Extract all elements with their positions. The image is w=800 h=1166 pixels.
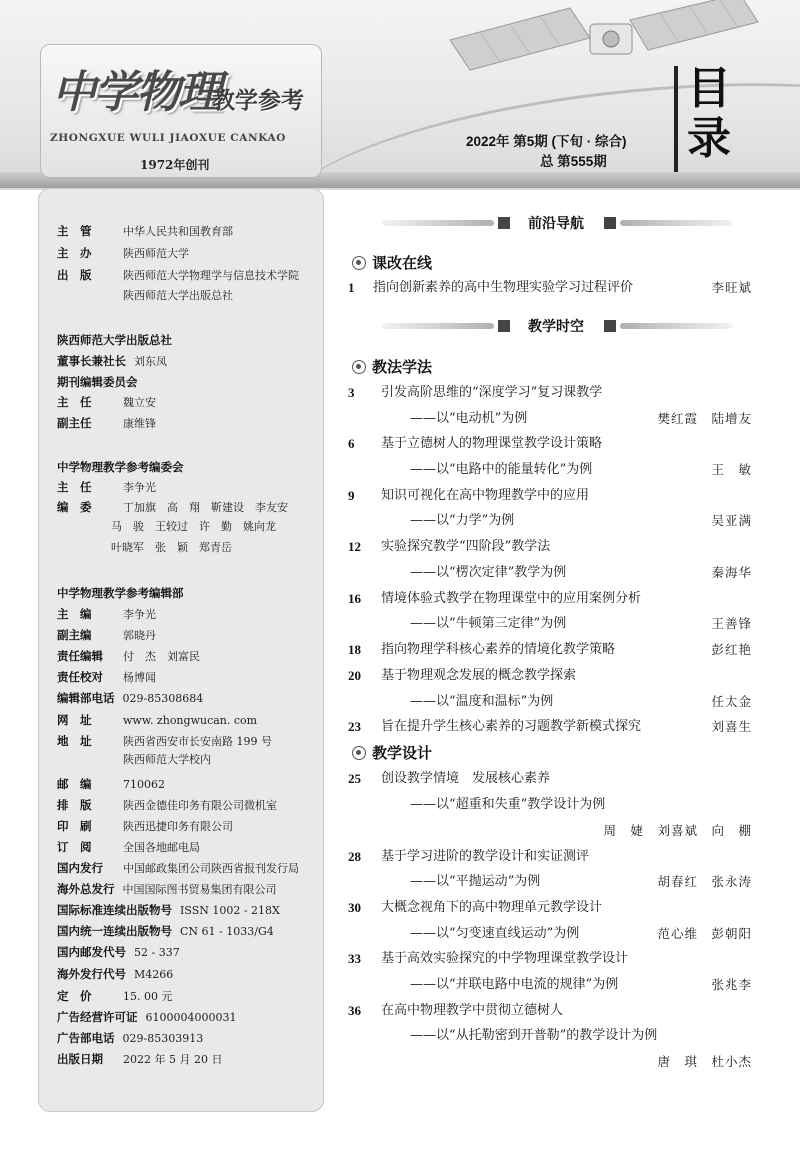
info-row: 副主任 康维锋 bbox=[57, 416, 156, 430]
toc-article-subtitle: ——以“超重和失重”教学设计为例 bbox=[410, 797, 606, 812]
toc-page-number: 30 bbox=[348, 900, 361, 915]
info-row: 出 版 陕西师范大学物理学与信息技术学院 bbox=[57, 268, 299, 282]
journal-pinyin: ZHONGXUE WULI JIAOXUE CANKAO bbox=[50, 132, 287, 144]
address-continuation: 陕西师范大学校内 bbox=[123, 753, 211, 766]
info-row: 海外发行代号 M4266 bbox=[57, 967, 174, 981]
toc-author: 张兆李 bbox=[711, 977, 752, 992]
toc-author: 刘喜生 bbox=[711, 719, 752, 734]
info-row: 责任编辑 付 杰 刘富民 bbox=[57, 649, 200, 663]
toc-author: 樊红霞 陆增友 bbox=[657, 411, 752, 426]
toc-author: 周 婕 刘喜斌 向 棚 bbox=[603, 823, 752, 838]
toc-article-subtitle: ——以“平抛运动”为例 bbox=[410, 874, 541, 889]
toc-article-subtitle: ——以“牛顿第三定律”为例 bbox=[410, 616, 567, 631]
toc-author: 王 敏 bbox=[711, 462, 752, 477]
info-row: 编 委 丁加旗 高 翔 靳建设 李友安 bbox=[57, 500, 288, 514]
toc-article-subtitle: ——以“电路中的能量转化”为例 bbox=[410, 462, 593, 477]
toc-article-subtitle: ——以“楞次定律”教学为例 bbox=[410, 565, 567, 580]
banner-square bbox=[498, 217, 510, 229]
committee-heading: 中学物理教学参考编委会 bbox=[57, 460, 184, 474]
toc-page-number: 1 bbox=[348, 280, 355, 295]
journal-logo: 中学物理 bbox=[52, 67, 220, 118]
section-banner bbox=[352, 316, 732, 338]
toc-page-number: 9 bbox=[348, 488, 355, 503]
board-heading: 期刊编辑委员会 bbox=[57, 375, 138, 389]
toc-article-title[interactable]: 基于物理观念发展的概念教学探索 bbox=[381, 668, 577, 683]
toc-author: 胡春红 张永涛 bbox=[657, 874, 752, 889]
info-row: 副主编 郭晓丹 bbox=[57, 628, 156, 642]
info-row: 主 编 李争光 bbox=[57, 607, 156, 621]
issue-number: 2022年 第5期 (下旬 · 综合) bbox=[466, 134, 627, 149]
toc-article-title[interactable]: 实验探究教学“四阶段”教学法 bbox=[381, 539, 551, 554]
info-row: 国内邮发代号 52 - 337 bbox=[57, 945, 180, 959]
toc-article-subtitle: ——以“温度和温标”为例 bbox=[410, 694, 554, 709]
toc-article-title[interactable]: 在高中物理教学中贯彻立德树人 bbox=[381, 1003, 564, 1018]
founded-year: 1972年创刊 bbox=[140, 158, 210, 172]
info-row: 邮 编 710062 bbox=[57, 777, 165, 791]
toc-author: 彭红艳 bbox=[711, 642, 752, 657]
toc-author: 唐 琪 杜小杰 bbox=[657, 1054, 752, 1069]
toc-page-number: 28 bbox=[348, 849, 361, 864]
info-row: 国内发行 中国邮政集团公司陕西省报刊发行局 bbox=[57, 861, 299, 875]
toc-article-subtitle: ——以“并联电路中电流的规律”为例 bbox=[410, 977, 619, 992]
banner-rule-right bbox=[620, 323, 732, 329]
info-row: 国际标准连续出版物号 ISSN 1002 - 218X bbox=[57, 903, 280, 917]
journal-logo-subtitle: 教学参考 bbox=[212, 88, 304, 114]
toc-author: 范心维 彭朝阳 bbox=[657, 926, 752, 941]
total-issue-number: 总 第555期 bbox=[540, 154, 607, 169]
toc-page-number: 3 bbox=[348, 385, 355, 400]
toc-title: 目录 bbox=[687, 63, 731, 164]
info-row: 地 址 陕西省西安市长安南路 199 号 bbox=[57, 734, 272, 748]
section-heading: 课改在线 bbox=[352, 253, 432, 273]
publisher-continuation: 陕西师范大学出版总社 bbox=[123, 289, 233, 302]
banner-square bbox=[604, 217, 616, 229]
bullet-circle-icon bbox=[352, 360, 366, 374]
toc-article-title[interactable]: 指向物理学科核心素养的情境化教学策略 bbox=[381, 642, 616, 657]
toc-author: 王善锋 bbox=[711, 616, 752, 631]
info-row: 订 阅 全国各地邮电局 bbox=[57, 840, 200, 854]
toc-article-title[interactable]: 基于立德树人的物理课堂教学设计策略 bbox=[381, 436, 603, 451]
toc-page-number: 25 bbox=[348, 771, 361, 786]
committee-members-line: 马 骏 王较过 许 勤 姚向龙 bbox=[111, 520, 276, 533]
info-row: 排 版 陕西金德佳印务有限公司微机室 bbox=[57, 798, 277, 812]
toc-article-subtitle: ——以“电动机”为例 bbox=[410, 411, 528, 426]
toc-author: 李旺斌 bbox=[711, 280, 752, 295]
toc-article-title[interactable]: 旨在提升学生核心素养的习题教学新模式探究 bbox=[381, 719, 642, 734]
section-banner bbox=[352, 213, 732, 235]
toc-article-title[interactable]: 知识可视化在高中物理教学中的应用 bbox=[381, 488, 590, 503]
toc-article-title[interactable]: 情境体验式教学在物理课堂中的应用案例分析 bbox=[381, 591, 642, 606]
toc-title-rule bbox=[674, 66, 678, 172]
toc-page-number: 16 bbox=[348, 591, 361, 606]
info-row: 广告部电话 029-85303913 bbox=[57, 1031, 204, 1045]
info-row: 董事长兼社长 刘东凤 bbox=[57, 354, 167, 368]
toc-page-number: 12 bbox=[348, 539, 361, 554]
editorial-heading: 中学物理教学参考编辑部 bbox=[57, 586, 184, 600]
toc-article-title[interactable]: 指向创新素养的高中生物理实验学习过程评价 bbox=[373, 280, 634, 295]
toc-article-subtitle: ——以“匀变速直线运动”为例 bbox=[410, 926, 580, 941]
committee-members-line: 叶晓军 张 颖 郑青岳 bbox=[111, 541, 232, 554]
toc-author: 吴亚满 bbox=[711, 513, 752, 528]
info-row: 主 管 中华人民共和国教育部 bbox=[57, 224, 233, 238]
press-heading: 陕西师范大学出版总社 bbox=[57, 333, 172, 347]
banner-title: 前沿导航 bbox=[528, 216, 584, 232]
toc-page-number: 20 bbox=[348, 668, 361, 683]
info-row: 海外总发行 中国国际图书贸易集团有限公司 bbox=[57, 882, 277, 896]
banner-title: 教学时空 bbox=[528, 319, 584, 335]
banner-square bbox=[604, 320, 616, 332]
banner-rule-right bbox=[620, 220, 732, 226]
toc-article-title[interactable]: 引发高阶思维的“深度学习”复习课教学 bbox=[381, 385, 603, 400]
section-heading: 教学设计 bbox=[352, 743, 432, 763]
info-row: 主 办 陕西师范大学 bbox=[57, 246, 189, 260]
bullet-circle-icon bbox=[352, 256, 366, 270]
info-row: 编辑部电话 029-85308684 bbox=[57, 691, 204, 705]
banner-rule-left bbox=[382, 323, 494, 329]
section-heading: 教法学法 bbox=[352, 357, 432, 377]
info-row: 国内统一连续出版物号 CN 61 - 1033/G4 bbox=[57, 924, 274, 938]
toc-article-title[interactable]: 基于学习进阶的教学设计和实证测评 bbox=[381, 849, 590, 864]
toc-author: 任太金 bbox=[711, 694, 752, 709]
toc-author: 秦海华 bbox=[711, 565, 752, 580]
info-row: 网 址 www. zhongwucan. com bbox=[57, 713, 258, 727]
toc-page-number: 6 bbox=[348, 436, 355, 451]
info-row: 主 任 魏立安 bbox=[57, 395, 156, 409]
toc-article-subtitle: ——以“从托勒密到开普勒”的教学设计为例 bbox=[410, 1028, 658, 1043]
info-row: 主 任 李争光 bbox=[57, 480, 156, 494]
bullet-circle-icon bbox=[352, 746, 366, 760]
info-row: 出版日期 2022 年 5 月 20 日 bbox=[57, 1052, 223, 1066]
toc-article-title[interactable]: 大概念视角下的高中物理单元教学设计 bbox=[381, 900, 603, 915]
banner-square bbox=[498, 320, 510, 332]
toc-page-number: 18 bbox=[348, 642, 361, 657]
info-row: 定 价 15. 00 元 bbox=[57, 989, 173, 1003]
info-row: 广告经营许可证 6100004000031 bbox=[57, 1010, 237, 1024]
toc-page-number: 23 bbox=[348, 719, 361, 734]
toc-article-title[interactable]: 创设教学情境 发展核心素养 bbox=[381, 771, 551, 786]
banner-rule-left bbox=[382, 220, 494, 226]
toc-page-number: 33 bbox=[348, 951, 361, 966]
info-row: 印 刷 陕西迅捷印务有限公司 bbox=[57, 819, 233, 833]
toc-article-subtitle: ——以“力学”为例 bbox=[410, 513, 515, 528]
info-row: 责任校对 杨博闻 bbox=[57, 670, 156, 684]
toc-page-number: 36 bbox=[348, 1003, 361, 1018]
toc-article-title[interactable]: 基于高效实验探究的中学物理课堂教学设计 bbox=[381, 951, 629, 966]
